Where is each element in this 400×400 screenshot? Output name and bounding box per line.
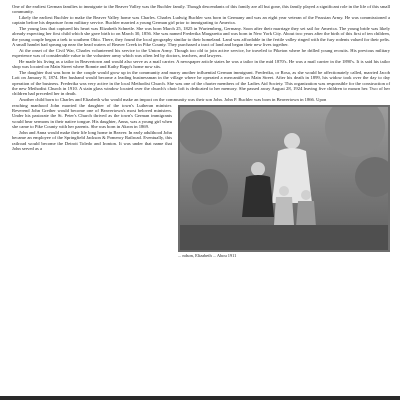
paragraph: reaching manhood John married the daughter of the town's Lutheran minister. Reverend John Grether would become one of Beavertown's most beloved ministers. Under his pastorate the St. Peter's Church thrived as the town's German immigrants would hear sermons in their native tongue. His daughter, Anna, was a young girl when she came to Pike County with her parents. She was born in Akron in 1869. [12,102,172,130]
paragraph: The daughter that was born to the couple would grow up in the community and marry another influential German immigrant. Frederika, or Rosa, as she would be affectionately called, married Jacob Lott on January 8, 1874. Her husband would become a leading businessman in the village where he operated a mercantile on Main Street. After his death in 1899, his widow took over the day to day operation of the business. Frederika was very active in the local Methodist Church. She was one of the charter members of the Ladies Aid Society. This organization was responsible for the construction of the new Methodist Church in 1910. A stain glass window located over the church's choir loft is dedicated to her memory. She passed away August 28, 1924 leaving five children to mourn her. Two of her children had preceded her in death. [12,69,390,97]
paragraph: He made his living as a tailor in Beavertown and would also serve as a mail carrier. A newspaper article states he was a tailor in the mid 1870's. He was a mail carrier in the 1890's. It is said his tailor shop was located on Main Street where Ronnie and Kathy Rapp's home now sits. [12,58,390,70]
paragraph: One of the earliest German families to immigrate to the Beaver Valley was the Buchler family. Though descendants of this family are all but gone, this family played a significant role in the life of this small community. [12,4,390,15]
bottom-border [0,396,400,400]
article-body [12,4,390,258]
text-photo-row [12,103,390,258]
family-photo-image [180,107,388,250]
left-column [12,103,172,258]
photo-caption: ... ndson, Elizabeth ... Abou 1911 [178,252,237,258]
paragraph: At the onset of the Civil War, Charles volunteered his service to the Union Army. Though too old to join active service, he traveled to Piketon where he drilled young recruits. His previous military experience was of considerable value to the volunteer army which was often led by doctors, teachers, and lawyers. [12,47,390,59]
paragraph: The young lass that captured his heart was Elizabeth Schnetle. She was born March 25, 1825 in Wurtemberg, Germany. Soon after their marriage they set sail for America. The young bride was likely already expecting her first child which she gave birth to on March 30, 1856. She was named Frederika Margaretta and was born in New York City. About two years after the birth of this first of ten children, the young couple began a trek to southern Ohio. There, they found the local geography similar to their homeland. Land was affordable in the fertile valley ringed with the fury rodents valued for their pelts. A small hamlet had sprung up near the head waters of Beaver Creek in Pike County. They purchased a tract of land and began their new lives together. [12,26,390,48]
paragraph: John and Anna would make their life long home in Beaver. In early adulthood John became an employee of the Springfield Jackson & Pomeroy Railroad. Eventually, this railroad would become the Detroit Toledo and Ironton. It was under that name that John served as a [12,129,172,152]
paragraph: Another child born to Charles and Elizabeth who would make an impact on the community was their son John. John P. Buchler was born in Beavertown in 1866. Upon [19,97,327,103]
photo-block [178,105,390,258]
paragraph: Likely the earliest Buchler to make the Beaver Valley home was Charles. Charles Ludwig Buchler was born in Germany and was an eight year veteran of the Prussian Army. He was commissioned a captain before his departure from military service. Buchler married a young German girl prior to immigrating to America. [12,15,390,26]
family-photo [178,105,390,252]
